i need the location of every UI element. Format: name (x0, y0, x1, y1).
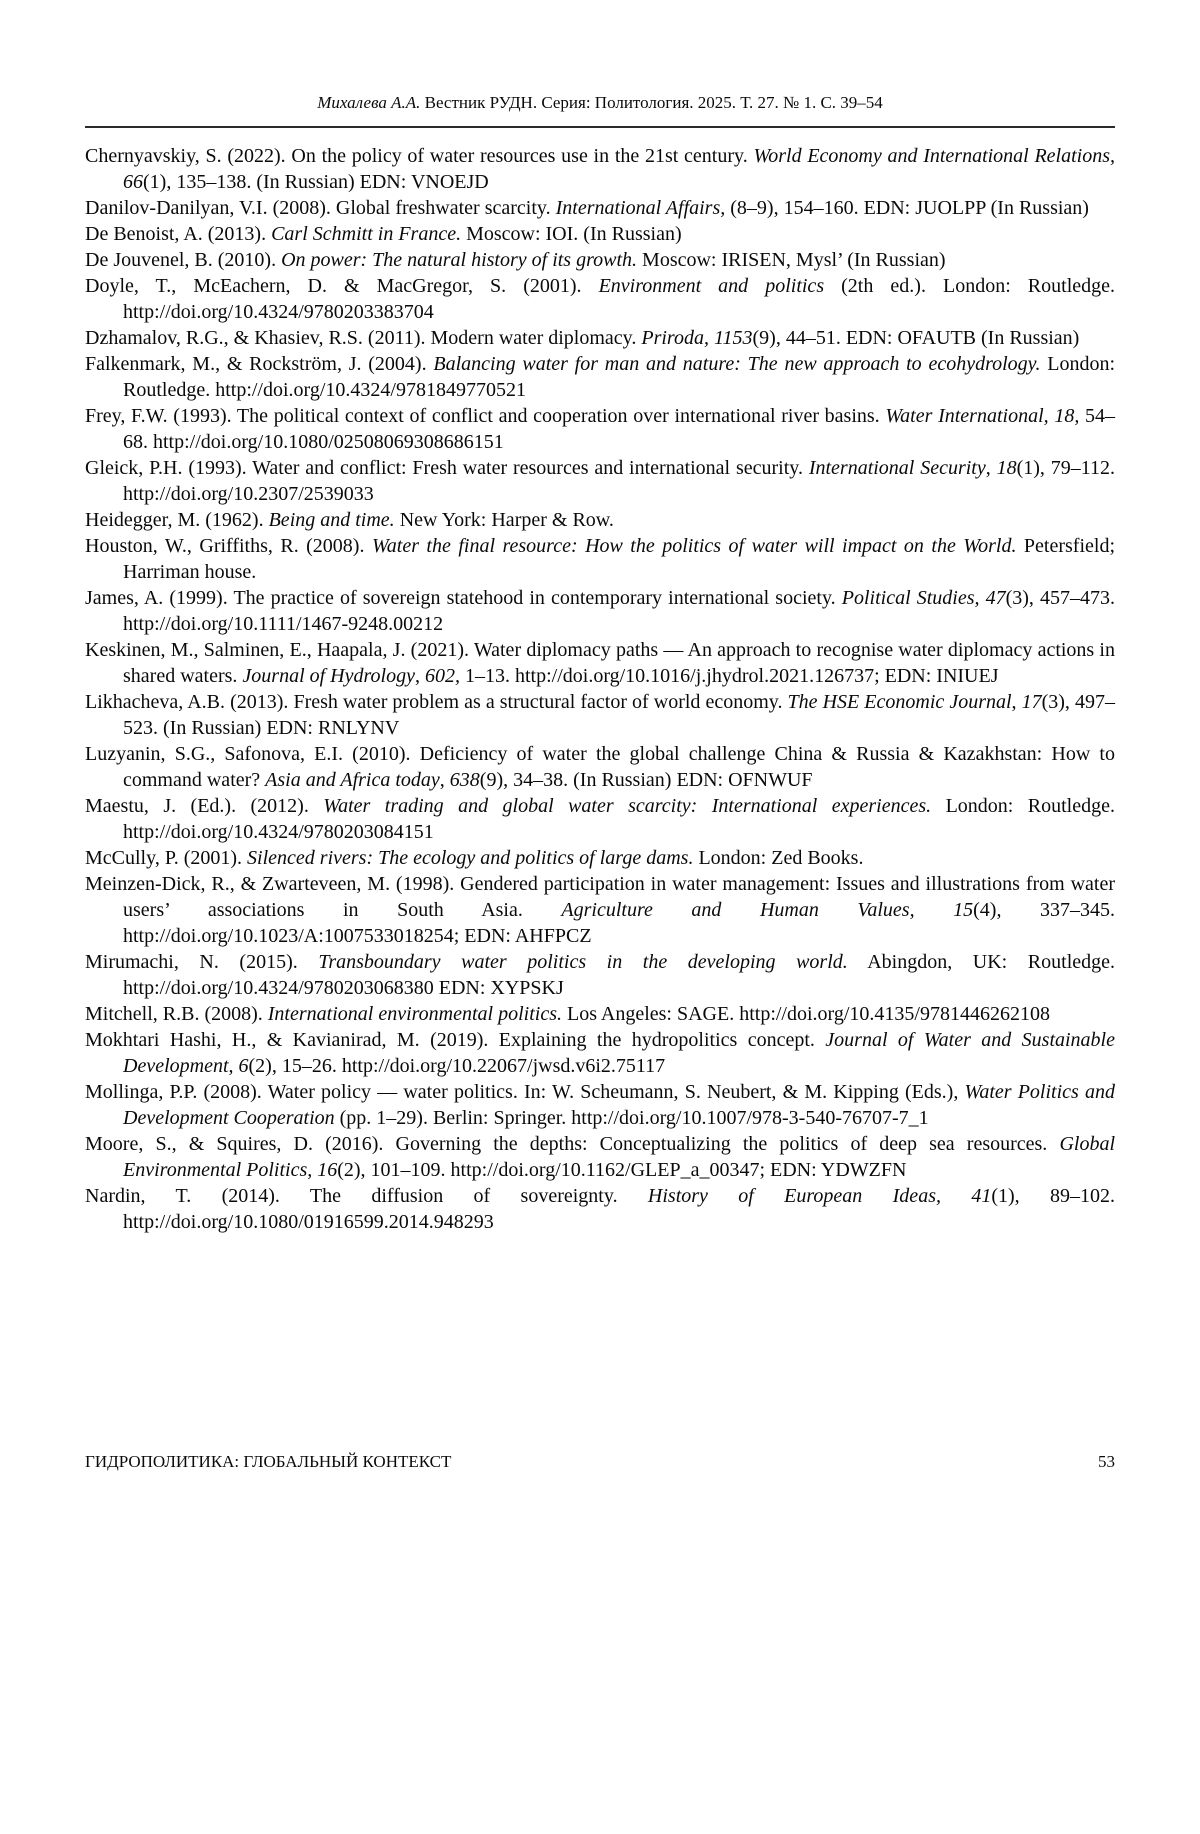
reference-text-segment: (3), 497–523. (In Russian) EDN: RNLYNV (123, 691, 1115, 740)
reference-text-segment: Mitchell, R.B. (2008). (85, 1003, 268, 1026)
reference-text-segment: (pp. 1–29). Berlin: Springer. http://doi.org/10.1007/978-3-540-76707-7_1 (334, 1107, 929, 1130)
reference-entry (85, 1079, 1115, 1131)
reference-entry (85, 247, 1115, 273)
reference-text-segment: Mokhtari Hashi, H., & Kavianirad, M. (2019). Explaining the hydropolitics concept. (85, 1029, 826, 1052)
running-header (85, 92, 1115, 128)
reference-text-segment: Abingdon, UK: Routledge. http://doi.org/10.4324/9780203068380 EDN: XYPSKJ (123, 951, 1116, 1000)
reference-title-segment: Asia and Africa today (265, 769, 440, 792)
reference-entry (85, 221, 1115, 247)
reference-text-segment: (2th ed.). London: Routledge. http://doi.org/10.4324/9780203383704 (123, 275, 1115, 324)
reference-text-segment: Falkenmark, M., & Rockström, J. (2004). (85, 353, 434, 376)
reference-text-segment: (1), 135–138. (In Russian) EDN: VNOEJD (143, 171, 489, 194)
reference-text-segment: Doyle, T., McEachern, D. & MacGregor, S. (2001). (85, 275, 599, 298)
reference-text-segment: Maestu, J. (Ed.). (2012). (85, 795, 324, 818)
reference-title-segment: International Affairs, (555, 197, 726, 220)
reference-text-segment: (1), 89–102. http://doi.org/10.1080/01916599.2014.948293 (123, 1185, 1115, 1234)
reference-text-segment: Frey, F.W. (1993). The political context of conflict and cooperation over international river basins. (85, 405, 886, 428)
reference-title-segment: On power: The natural history of its growth. (281, 249, 638, 272)
reference-entry (85, 1131, 1115, 1183)
reference-title-segment: Journal of Water and Sustainable Development (123, 1029, 1115, 1078)
reference-text-segment: London: Routledge. http://doi.org/10.4324/9781849770521 (123, 353, 1115, 402)
reference-text-segment: (4), 337–345. http://doi.org/10.1023/A:1007533018254; EDN: AHFPCZ (123, 899, 1115, 948)
reference-text-segment: Danilov-Danilyan, V.I. (2008). Global freshwater scarcity. (85, 197, 556, 220)
reference-text-segment: , (414, 665, 425, 688)
reference-text-segment: Meinzen-Dick, R., & Zwarteveen, M. (1998). Gendered participation in water management: Issues and illustrations from water users’ associations in South Asia. (85, 873, 1115, 922)
reference-text-segment: London: Zed Books. (693, 847, 864, 870)
reference-text-segment: , (985, 457, 997, 480)
reference-entry (85, 507, 1115, 533)
reference-entry (85, 741, 1115, 793)
reference-entry (85, 1183, 1115, 1235)
reference-entry (85, 143, 1115, 195)
reference-entry (85, 871, 1115, 949)
reference-entry (85, 1001, 1115, 1027)
reference-text-segment: De Jouvenel, B. (2010). (85, 249, 282, 272)
reference-title-segment: Agriculture and Human Values, 15 (561, 899, 974, 922)
reference-entry (85, 533, 1115, 585)
reference-text-segment: (1), 79–112. http://doi.org/10.2307/2539033 (123, 457, 1115, 506)
reference-title-segment: International environmental politics. (267, 1003, 562, 1026)
reference-text-segment: 1–13. http://doi.org/10.1016/j.jhydrol.2021.126737; EDN: INIUEJ (459, 665, 999, 688)
reference-title-segment: Water Politics and Development Cooperation (123, 1081, 1115, 1130)
reference-title-segment: World Economy and International Relations, 66 (123, 145, 1116, 194)
reference-text-segment: New York: Harper & Row. (394, 509, 614, 532)
reference-text-segment: Mollinga, P.P. (2008). Water policy — water politics. In: W. Scheumann, S. Neubert, & M. Kipping (Eds.), (85, 1081, 965, 1104)
reference-entry (85, 689, 1115, 741)
reference-text-segment: Houston, W., Griffiths, R. (2008). (85, 535, 372, 558)
reference-text-segment: Likhacheva, A.B. (2013). Fresh water problem as a structural factor of world economy. (85, 691, 788, 714)
reference-entry (85, 195, 1115, 221)
reference-entry (85, 403, 1115, 455)
reference-text-segment: (2), 101–109. http://doi.org/10.1162/GLEP_a_00347; EDN: YDWZFN (337, 1159, 907, 1182)
reference-text-segment: Dzhamalov, R.G., & Khasiev, R.S. (2011). Modern water diplomacy. (85, 327, 642, 350)
reference-text-segment: Petersfield; Harriman house. (123, 535, 1115, 584)
reference-title-segment: Journal of Hydrology (242, 665, 415, 688)
running-header-author: Михалева А.А. (317, 93, 421, 112)
reference-text-segment: Nardin, T. (2014). The diffusion of sovereignty. (85, 1185, 648, 1208)
reference-title-segment: Transboundary water politics in the developing world. (318, 951, 848, 974)
reference-title-segment: Global Environmental Politics, 16 (123, 1133, 1115, 1182)
reference-title-segment: Balancing water for man and nature: The new approach to ecohydrology. (433, 353, 1041, 376)
page-number: 53 (1098, 1452, 1115, 1471)
reference-text-segment: (9), 44–51. EDN: OFAUTB (In Russian) (752, 327, 1080, 350)
reference-title-segment: Silenced rivers: The ecology and politics of large dams. (247, 847, 694, 870)
reference-entry (85, 273, 1115, 325)
reference-text-segment: Heidegger, M. (1962). (85, 509, 269, 532)
reference-title-segment: Environment and politics (598, 275, 825, 298)
reference-title-segment: Political Studies, 47 (841, 587, 1006, 610)
reference-text-segment: Mirumachi, N. (2015). (85, 951, 319, 974)
reference-text-segment: Moscow: IRISEN, Mysl’ (In Russian) (637, 249, 946, 272)
reference-title-segment: Water International, 18, (885, 405, 1080, 428)
reference-title-segment: 18 (996, 457, 1017, 480)
reference-title-segment: The HSE Economic Journal (787, 691, 1012, 714)
reference-text-segment: (2), 15–26. http://doi.org/10.22067/jwsd.v6i2.75117 (248, 1055, 666, 1078)
reference-text-segment: Luzyanin, S.G., Safonova, E.I. (2010). Deficiency of water the global challenge China & Russia & Kazakhstan: How to command water? (85, 743, 1115, 792)
reference-text-segment: London: Routledge. http://doi.org/10.4324/9780203084151 (123, 795, 1115, 844)
reference-title-segment: 602, (424, 665, 460, 688)
reference-title-segment: Being and time. (268, 509, 395, 532)
reference-title-segment: History of European Ideas, 41 (647, 1185, 992, 1208)
reference-text-segment: , (439, 769, 450, 792)
page-content (85, 0, 1115, 1235)
references-list (85, 143, 1115, 1235)
reference-text-segment: James, A. (1999). The practice of sovereign statehood in contemporary international society. (85, 587, 842, 610)
reference-text-segment: (3), 457–473. http://doi.org/10.1111/1467-9248.00212 (123, 587, 1116, 636)
reference-text-segment: De Benoist, A. (2013). (85, 223, 272, 246)
reference-text-segment: (8–9), 154–160. EDN: JUOLPP (In Russian) (725, 197, 1089, 220)
reference-text-segment: Gleick, P.H. (1993). Water and conflict: Fresh water resources and international security. (85, 457, 809, 480)
reference-text-segment: , (1011, 691, 1022, 714)
reference-text-segment: (9), 34–38. (In Russian) EDN: OFNWUF (479, 769, 813, 792)
reference-text-segment: McCully, P. (2001). (85, 847, 248, 870)
reference-entry (85, 949, 1115, 1001)
page-footer (85, 1452, 1115, 1472)
reference-text-segment: Chernyavskiy, S. (2022). On the policy of water resources use in the 21st century. (85, 145, 754, 168)
running-footer-title: ГИДРОПОЛИТИКА: ГЛОБАЛЬНЫЙ КОНТЕКСТ (85, 1452, 452, 1471)
reference-text-segment: Keskinen, M., Salminen, E., Haapala, J. (2021). Water diplomacy paths — An approach to recognise water diplomacy actions in shared waters. (85, 639, 1115, 688)
reference-text-segment: Moore, S., & Squires, D. (2016). Governing the depths: Conceptualizing the politics of deep sea resources. (85, 1133, 1060, 1156)
reference-title-segment: International Security (808, 457, 986, 480)
reference-entry (85, 1027, 1115, 1079)
reference-title-segment: Water the final resource: How the politics of water will impact on the World. (371, 535, 1017, 558)
reference-title-segment: Priroda, 1153 (641, 327, 753, 350)
reference-entry (85, 351, 1115, 403)
reference-text-segment: Los Angeles: SAGE. http://doi.org/10.4135/9781446262108 (561, 1003, 1050, 1026)
reference-text-segment: , (228, 1055, 239, 1078)
reference-entry (85, 455, 1115, 507)
reference-text-segment: 54–68. http://doi.org/10.1080/02508069308686151 (123, 405, 1116, 454)
reference-title-segment: 6 (238, 1055, 249, 1078)
reference-title-segment: 17 (1021, 691, 1042, 714)
reference-entry (85, 845, 1115, 871)
reference-title-segment: 638 (449, 769, 480, 792)
reference-entry (85, 585, 1115, 637)
reference-text-segment: Moscow: IOI. (In Russian) (461, 223, 682, 246)
reference-entry (85, 793, 1115, 845)
reference-title-segment: Water trading and global water scarcity: International experiences. (323, 795, 932, 818)
running-header-citation: Вестник РУДН. Серия: Политология. 2025. Т. 27. № 1. С. 39–54 (420, 93, 883, 112)
reference-title-segment: Carl Schmitt in France. (271, 223, 462, 246)
reference-entry (85, 325, 1115, 351)
reference-entry (85, 637, 1115, 689)
